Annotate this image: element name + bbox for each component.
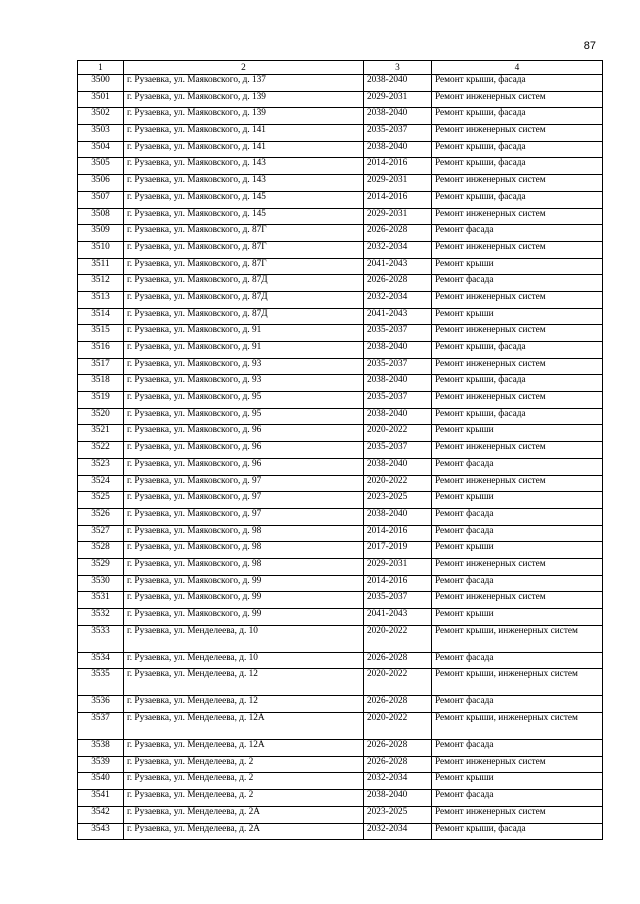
row-number-cell: 3541	[78, 790, 124, 807]
row-number-cell: 3510	[78, 241, 124, 258]
table-row	[78, 806, 603, 823]
table-row	[78, 525, 603, 542]
work-type-cell: Ремонт крыши, инженерных систем	[432, 669, 603, 696]
work-type-cell: Ремонт инженерных систем	[432, 325, 603, 342]
table-row	[78, 542, 603, 559]
work-type-cell: Ремонт инженерных систем	[432, 175, 603, 192]
work-type-cell: Ремонт фасада	[432, 740, 603, 757]
table-header-row	[78, 61, 603, 75]
work-type-cell: Ремонт крыши, фасада	[432, 823, 603, 840]
row-number-cell: 3539	[78, 756, 124, 773]
row-number-cell: 3526	[78, 508, 124, 525]
address-cell: г. Рузаевка, ул. Маяковского, д. 97	[124, 475, 364, 492]
table-row	[78, 158, 603, 175]
work-type-cell: Ремонт крыши, фасада	[432, 342, 603, 359]
period-cell: 2026-2028	[364, 756, 432, 773]
period-cell: 2014-2016	[364, 158, 432, 175]
address-cell: г. Рузаевка, ул. Маяковского, д. 141	[124, 125, 364, 142]
table-row	[78, 508, 603, 525]
period-cell: 2020-2022	[364, 625, 432, 652]
column-header-address: 2	[124, 61, 364, 75]
work-type-cell: Ремонт фасада	[432, 458, 603, 475]
row-number-cell: 3529	[78, 558, 124, 575]
work-type-cell: Ремонт инженерных систем	[432, 208, 603, 225]
address-cell: г. Рузаевка, ул. Маяковского, д. 87Д	[124, 291, 364, 308]
row-number-cell: 3521	[78, 425, 124, 442]
address-cell: г. Рузаевка, ул. Маяковского, д. 137	[124, 75, 364, 92]
table-row	[78, 125, 603, 142]
table-row	[78, 175, 603, 192]
work-type-cell: Ремонт крыши, фасада	[432, 75, 603, 92]
row-number-cell: 3500	[78, 75, 124, 92]
period-cell: 2035-2037	[364, 125, 432, 142]
row-number-cell: 3523	[78, 458, 124, 475]
address-cell: г. Рузаевка, ул. Менделеева, д. 10	[124, 625, 364, 652]
address-cell: г. Рузаевка, ул. Маяковского, д. 93	[124, 375, 364, 392]
column-header-number: 1	[78, 61, 124, 75]
work-type-cell: Ремонт инженерных систем	[432, 91, 603, 108]
table-row	[78, 442, 603, 459]
table-row	[78, 91, 603, 108]
repair-schedule-table	[77, 60, 603, 840]
address-cell: г. Рузаевка, ул. Маяковского, д. 87Г	[124, 258, 364, 275]
row-number-cell: 3512	[78, 275, 124, 292]
table-row	[78, 408, 603, 425]
work-type-cell: Ремонт крыши, фасада	[432, 408, 603, 425]
period-cell: 2029-2031	[364, 91, 432, 108]
address-cell: г. Рузаевка, ул. Маяковского, д. 141	[124, 141, 364, 158]
table-row	[78, 558, 603, 575]
row-number-cell: 3514	[78, 308, 124, 325]
period-cell: 2020-2022	[364, 669, 432, 696]
period-cell: 2035-2037	[364, 442, 432, 459]
table-row	[78, 652, 603, 669]
row-number-cell: 3513	[78, 291, 124, 308]
period-cell: 2041-2043	[364, 308, 432, 325]
table-row	[78, 325, 603, 342]
period-cell: 2038-2040	[364, 141, 432, 158]
period-cell: 2029-2031	[364, 208, 432, 225]
address-cell: г. Рузаевка, ул. Маяковского, д. 96	[124, 425, 364, 442]
work-type-cell: Ремонт крыши, инженерных систем	[432, 713, 603, 740]
table-row	[78, 375, 603, 392]
row-number-cell: 3502	[78, 108, 124, 125]
address-cell: г. Рузаевка, ул. Маяковского, д. 87Д	[124, 275, 364, 292]
table-row	[78, 208, 603, 225]
table-row	[78, 740, 603, 757]
row-number-cell: 3522	[78, 442, 124, 459]
period-cell: 2026-2028	[364, 740, 432, 757]
row-number-cell: 3532	[78, 609, 124, 626]
period-cell: 2035-2037	[364, 325, 432, 342]
period-cell: 2038-2040	[364, 408, 432, 425]
work-type-cell: Ремонт инженерных систем	[432, 241, 603, 258]
row-number-cell: 3538	[78, 740, 124, 757]
table-row	[78, 392, 603, 409]
row-number-cell: 3528	[78, 542, 124, 559]
period-cell: 2014-2016	[364, 191, 432, 208]
table-row	[78, 342, 603, 359]
period-cell: 2038-2040	[364, 75, 432, 92]
table-row	[78, 823, 603, 840]
period-cell: 2032-2034	[364, 773, 432, 790]
work-type-cell: Ремонт крыши	[432, 492, 603, 509]
row-number-cell: 3517	[78, 358, 124, 375]
work-type-cell: Ремонт инженерных систем	[432, 392, 603, 409]
address-cell: г. Рузаевка, ул. Менделеева, д. 2А	[124, 806, 364, 823]
address-cell: г. Рузаевка, ул. Маяковского, д. 95	[124, 392, 364, 409]
work-type-cell: Ремонт крыши, фасада	[432, 158, 603, 175]
row-number-cell: 3527	[78, 525, 124, 542]
work-type-cell: Ремонт крыши	[432, 425, 603, 442]
row-number-cell: 3503	[78, 125, 124, 142]
row-number-cell: 3504	[78, 141, 124, 158]
period-cell: 2035-2037	[364, 358, 432, 375]
address-cell: г. Рузаевка, ул. Маяковского, д. 139	[124, 108, 364, 125]
table-row	[78, 492, 603, 509]
table-row	[78, 625, 603, 652]
row-number-cell: 3525	[78, 492, 124, 509]
address-cell: г. Рузаевка, ул. Маяковского, д. 99	[124, 609, 364, 626]
work-type-cell: Ремонт крыши, фасада	[432, 375, 603, 392]
period-cell: 2038-2040	[364, 508, 432, 525]
work-type-cell: Ремонт инженерных систем	[432, 358, 603, 375]
period-cell: 2026-2028	[364, 652, 432, 669]
address-cell: г. Рузаевка, ул. Маяковского, д. 91	[124, 325, 364, 342]
table-row	[78, 275, 603, 292]
work-type-cell: Ремонт крыши, фасада	[432, 108, 603, 125]
row-number-cell: 3519	[78, 392, 124, 409]
row-number-cell: 3533	[78, 625, 124, 652]
work-type-cell: Ремонт инженерных систем	[432, 806, 603, 823]
table-row	[78, 575, 603, 592]
work-type-cell: Ремонт инженерных систем	[432, 756, 603, 773]
address-cell: г. Рузаевка, ул. Менделеева, д. 2	[124, 756, 364, 773]
address-cell: г. Рузаевка, ул. Менделеева, д. 2А	[124, 823, 364, 840]
table-row	[78, 609, 603, 626]
address-cell: г. Рузаевка, ул. Маяковского, д. 96	[124, 442, 364, 459]
row-number-cell: 3534	[78, 652, 124, 669]
table-row	[78, 425, 603, 442]
period-cell: 2026-2028	[364, 225, 432, 242]
period-cell: 2035-2037	[364, 592, 432, 609]
row-number-cell: 3536	[78, 696, 124, 713]
table-row	[78, 756, 603, 773]
address-cell: г. Рузаевка, ул. Маяковского, д. 96	[124, 458, 364, 475]
address-cell: г. Рузаевка, ул. Маяковского, д. 87Г	[124, 241, 364, 258]
work-type-cell: Ремонт крыши	[432, 609, 603, 626]
period-cell: 2038-2040	[364, 790, 432, 807]
table-row	[78, 458, 603, 475]
work-type-cell: Ремонт инженерных систем	[432, 475, 603, 492]
address-cell: г. Рузаевка, ул. Маяковского, д. 145	[124, 208, 364, 225]
work-type-cell: Ремонт фасада	[432, 275, 603, 292]
work-type-cell: Ремонт фасада	[432, 652, 603, 669]
row-number-cell: 3535	[78, 669, 124, 696]
period-cell: 2020-2022	[364, 475, 432, 492]
table-row	[78, 291, 603, 308]
work-type-cell: Ремонт фасада	[432, 508, 603, 525]
column-header-work: 4	[432, 61, 603, 75]
work-type-cell: Ремонт крыши	[432, 258, 603, 275]
work-type-cell: Ремонт крыши, фасада	[432, 141, 603, 158]
address-cell: г. Рузаевка, ул. Маяковского, д. 143	[124, 175, 364, 192]
address-cell: г. Рузаевка, ул. Маяковского, д. 99	[124, 575, 364, 592]
period-cell: 2038-2040	[364, 108, 432, 125]
work-type-cell: Ремонт фасада	[432, 575, 603, 592]
address-cell: г. Рузаевка, ул. Маяковского, д. 97	[124, 508, 364, 525]
row-number-cell: 3505	[78, 158, 124, 175]
address-cell: г. Рузаевка, ул. Маяковского, д. 93	[124, 358, 364, 375]
work-type-cell: Ремонт фасада	[432, 696, 603, 713]
row-number-cell: 3506	[78, 175, 124, 192]
period-cell: 2023-2025	[364, 492, 432, 509]
row-number-cell: 3540	[78, 773, 124, 790]
period-cell: 2038-2040	[364, 458, 432, 475]
table-row	[78, 191, 603, 208]
address-cell: г. Рузаевка, ул. Маяковского, д. 91	[124, 342, 364, 359]
row-number-cell: 3520	[78, 408, 124, 425]
work-type-cell: Ремонт крыши, инженерных систем	[432, 625, 603, 652]
table-row	[78, 141, 603, 158]
row-number-cell: 3507	[78, 191, 124, 208]
table-row	[78, 225, 603, 242]
work-type-cell: Ремонт инженерных систем	[432, 592, 603, 609]
table-body	[78, 75, 603, 840]
address-cell: г. Рузаевка, ул. Маяковского, д. 95	[124, 408, 364, 425]
address-cell: г. Рузаевка, ул. Менделеева, д. 12	[124, 696, 364, 713]
period-cell: 2026-2028	[364, 275, 432, 292]
period-cell: 2032-2034	[364, 241, 432, 258]
address-cell: г. Рузаевка, ул. Маяковского, д. 87Г	[124, 225, 364, 242]
table-row	[78, 592, 603, 609]
address-cell: г. Рузаевка, ул. Менделеева, д. 12А	[124, 740, 364, 757]
work-type-cell: Ремонт крыши	[432, 308, 603, 325]
table-row	[78, 75, 603, 92]
address-cell: г. Рузаевка, ул. Маяковского, д. 98	[124, 558, 364, 575]
address-cell: г. Рузаевка, ул. Менделеева, д. 12А	[124, 713, 364, 740]
row-number-cell: 3511	[78, 258, 124, 275]
address-cell: г. Рузаевка, ул. Маяковского, д. 139	[124, 91, 364, 108]
table-row	[78, 790, 603, 807]
work-type-cell: Ремонт крыши	[432, 773, 603, 790]
work-type-cell: Ремонт фасада	[432, 525, 603, 542]
table-row	[78, 308, 603, 325]
table-row	[78, 258, 603, 275]
row-number-cell: 3524	[78, 475, 124, 492]
address-cell: г. Рузаевка, ул. Менделеева, д. 2	[124, 790, 364, 807]
period-cell: 2032-2034	[364, 291, 432, 308]
period-cell: 2035-2037	[364, 392, 432, 409]
table-row	[78, 773, 603, 790]
row-number-cell: 3509	[78, 225, 124, 242]
table-row	[78, 241, 603, 258]
row-number-cell: 3515	[78, 325, 124, 342]
period-cell: 2038-2040	[364, 375, 432, 392]
work-type-cell: Ремонт инженерных систем	[432, 291, 603, 308]
table-row	[78, 358, 603, 375]
row-number-cell: 3543	[78, 823, 124, 840]
row-number-cell: 3530	[78, 575, 124, 592]
period-cell: 2029-2031	[364, 175, 432, 192]
row-number-cell: 3501	[78, 91, 124, 108]
table-row	[78, 108, 603, 125]
address-cell: г. Рузаевка, ул. Маяковского, д. 145	[124, 191, 364, 208]
address-cell: г. Рузаевка, ул. Маяковского, д. 87Д	[124, 308, 364, 325]
table-row	[78, 696, 603, 713]
period-cell: 2023-2025	[364, 806, 432, 823]
row-number-cell: 3516	[78, 342, 124, 359]
column-header-period: 3	[364, 61, 432, 75]
table-row	[78, 475, 603, 492]
period-cell: 2026-2028	[364, 696, 432, 713]
address-cell: г. Рузаевка, ул. Маяковского, д. 98	[124, 525, 364, 542]
period-cell: 2014-2016	[364, 575, 432, 592]
address-cell: г. Рузаевка, ул. Маяковского, д. 98	[124, 542, 364, 559]
period-cell: 2041-2043	[364, 258, 432, 275]
address-cell: г. Рузаевка, ул. Маяковского, д. 143	[124, 158, 364, 175]
period-cell: 2020-2022	[364, 713, 432, 740]
work-type-cell: Ремонт инженерных систем	[432, 442, 603, 459]
address-cell: г. Рузаевка, ул. Маяковского, д. 99	[124, 592, 364, 609]
table-row	[78, 669, 603, 696]
row-number-cell: 3537	[78, 713, 124, 740]
period-cell: 2038-2040	[364, 342, 432, 359]
row-number-cell: 3508	[78, 208, 124, 225]
row-number-cell: 3542	[78, 806, 124, 823]
work-type-cell: Ремонт крыши, фасада	[432, 191, 603, 208]
work-type-cell: Ремонт инженерных систем	[432, 558, 603, 575]
work-type-cell: Ремонт фасада	[432, 225, 603, 242]
period-cell: 2017-2019	[364, 542, 432, 559]
row-number-cell: 3518	[78, 375, 124, 392]
page-number: 87	[583, 40, 596, 52]
period-cell: 2032-2034	[364, 823, 432, 840]
table-row	[78, 713, 603, 740]
address-cell: г. Рузаевка, ул. Менделеева, д. 12	[124, 669, 364, 696]
address-cell: г. Рузаевка, ул. Менделеева, д. 10	[124, 652, 364, 669]
address-cell: г. Рузаевка, ул. Менделеева, д. 2	[124, 773, 364, 790]
work-type-cell: Ремонт крыши	[432, 542, 603, 559]
work-type-cell: Ремонт фасада	[432, 790, 603, 807]
period-cell: 2041-2043	[364, 609, 432, 626]
period-cell: 2014-2016	[364, 525, 432, 542]
period-cell: 2020-2022	[364, 425, 432, 442]
address-cell: г. Рузаевка, ул. Маяковского, д. 97	[124, 492, 364, 509]
work-type-cell: Ремонт инженерных систем	[432, 125, 603, 142]
period-cell: 2029-2031	[364, 558, 432, 575]
row-number-cell: 3531	[78, 592, 124, 609]
